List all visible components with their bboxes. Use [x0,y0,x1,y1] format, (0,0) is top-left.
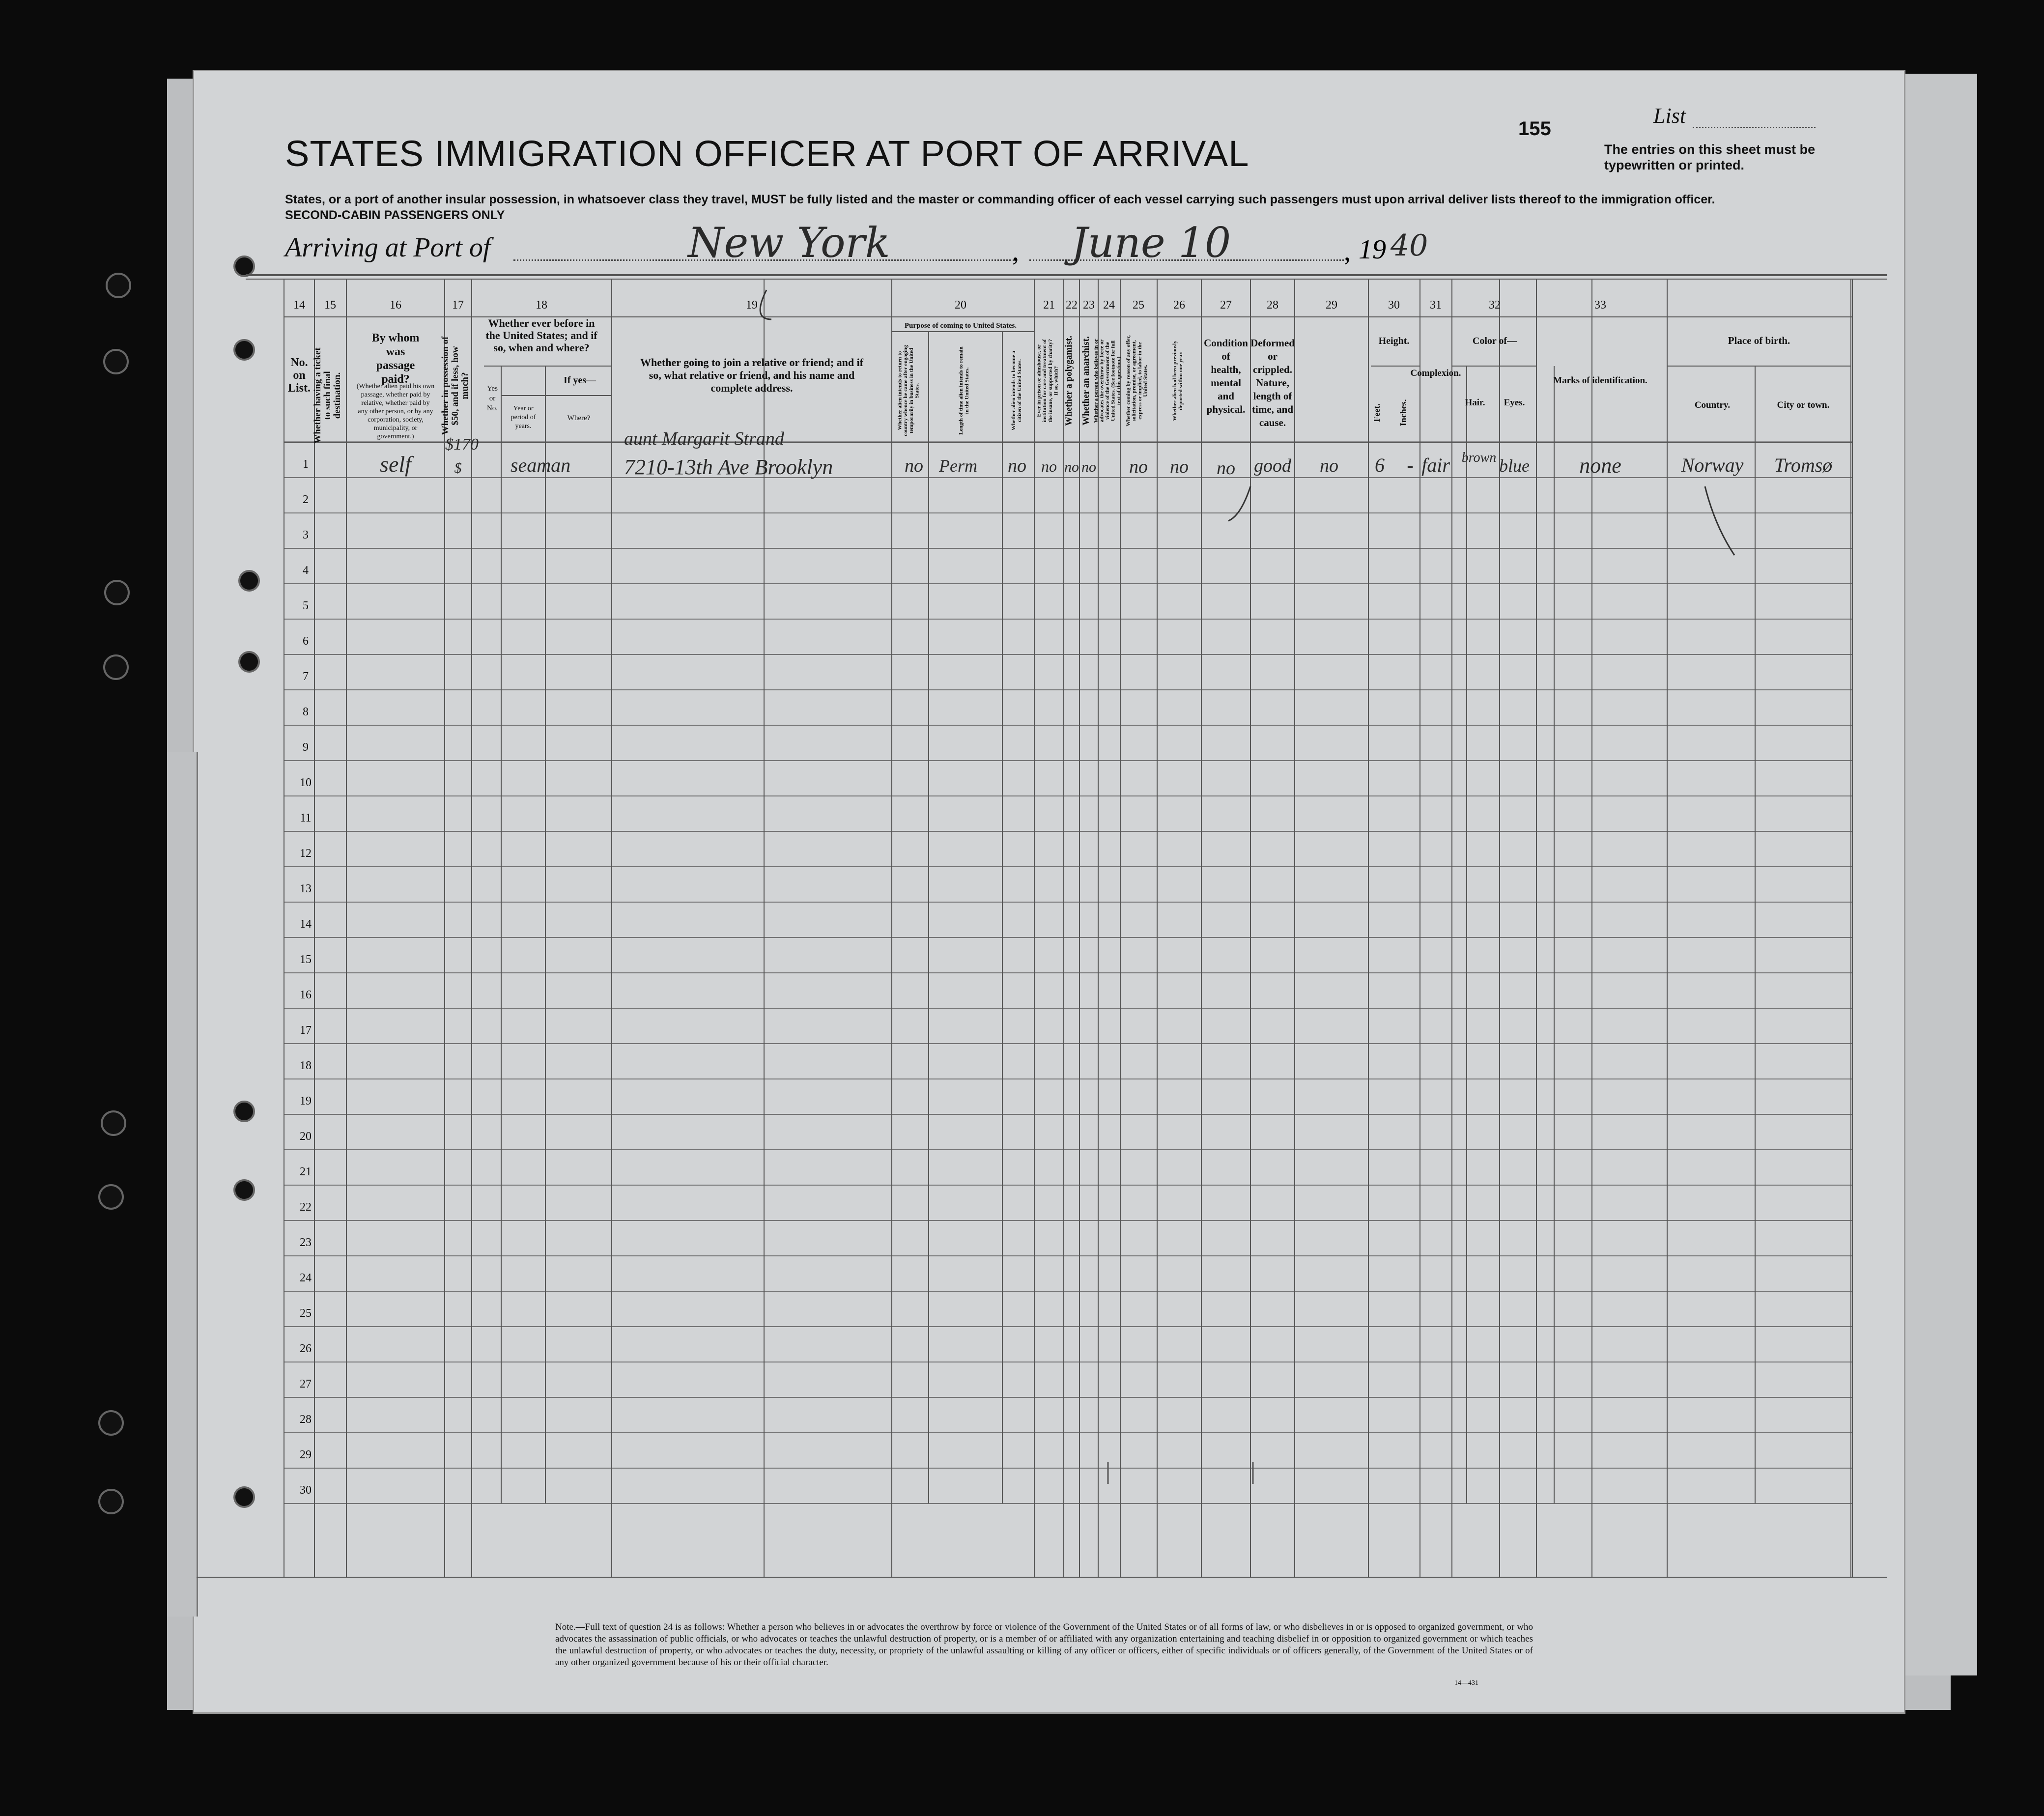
ink-flourish [1228,486,1250,521]
column-number: 19 [746,299,758,312]
date-comma: , [1012,236,1019,267]
header-relative: Whether going to join a relative or friend; and if [640,356,864,369]
entry-marks: none [1579,454,1621,478]
row-number: 28 [300,1413,312,1426]
column-number: 18 [536,299,547,312]
header-overthrow: advocates the overthrow by force or [1099,339,1105,423]
header-before-in-us: Whether ever before in [488,317,595,329]
entry-deported: no [1217,458,1235,479]
row-number: 19 [300,1095,312,1107]
header-length-stay: in the United States. [964,367,970,414]
row-number: 22 [300,1201,312,1214]
header-length-stay: Length of time alien intends to remain [958,346,965,435]
header-period: Year or [513,405,534,412]
column-number: 24 [1103,299,1115,312]
header-passage-paid: By whom [371,332,420,344]
header-overthrow: text of this question.) [1116,356,1122,405]
entry-relative-name: aunt Margarit Strand [624,428,784,449]
ink-flourish [760,290,771,319]
entry-deformed: no [1320,455,1338,476]
header-where: Where? [567,414,591,422]
header-prison: the insane, or supported by charity? [1047,339,1053,423]
header-if-yes: If yes— [563,375,596,386]
header-deformed: time, and [1252,403,1293,415]
header-color-of: Color of— [1472,336,1517,346]
entry-money-struck: $ [454,460,462,476]
header-no-on-list: List. [287,382,311,395]
row-number: 30 [300,1484,312,1497]
entry-length-stay: Perm [939,456,977,476]
footnote: Note.—Full text of question 24 is as follows: Whether a person who believes in or advocates the overthrow by force or violence of the Government of the United States or of all forms of law, or who disbelieves in or is opposed to organized government, or who advocates the assassination of public officials, or who advocates or teaches the unlawful destruction of property, or is a member of or affiliated with any organization entertaining and teaching disbelief in or opposition to organized government or which teaches the unlawful destruction of property, or who advocates or teaches the duty, necessity, or propriety of the unlawful assaulting or killing of any officer or officers, either of specific individuals or of officers generally, of the Government of the United States or of any other organized government because of his or their official character. [555,1622,1533,1668]
entry-city: Tromsø [1774,454,1833,476]
row-number: 23 [300,1236,312,1249]
header-passage-paid-sub: corporation, society, [368,416,424,424]
header-no-on-list: on [293,369,306,382]
entry-height-feet: 6 [1375,454,1385,476]
header-relative: complete address. [710,382,793,394]
entry-health: good [1254,455,1291,476]
column-number: 33 [1594,299,1606,312]
column-number: 23 [1083,299,1095,312]
header-deformed: Deformed [1250,337,1295,349]
row-number: 5 [303,599,309,612]
entry-complexion: fair [1421,454,1450,476]
column-number: 32 [1489,299,1501,312]
arriving-label: Arriving at Port of [285,232,491,263]
entry-height-inches: - [1407,454,1414,476]
header-ticket: Whether having a ticket [312,347,323,444]
entry-overthrow: no [1129,456,1148,477]
header-hair: Hair. [1465,397,1485,408]
header-health: physical. [1206,403,1246,415]
header-purpose: Purpose of coming to United States. [904,322,1017,330]
header-passage-paid-sub: relative, whether paid by [361,399,430,407]
header-labor-offer: express or implied, to labor in the [1136,342,1143,420]
form-title: STATES IMMIGRATION OFFICER AT PORT OF ARRIVAL [285,133,1249,174]
row-number: 2 [303,493,309,506]
entry-polygamist: no [1064,459,1079,475]
header-relative: so, what relative or friend, and his name and [649,369,855,381]
header-yes-no: or [489,395,496,402]
header-health: health, [1211,364,1241,375]
row-number: 29 [300,1448,312,1461]
entry-anarchist: no [1081,459,1096,475]
header-passage-paid: paid? [381,373,410,386]
entry-prison: no [1041,457,1057,475]
port-value: New York [688,219,890,267]
header-passage-paid-sub: municipality, or [373,425,418,432]
header-yes-no: No. [486,404,498,412]
header-feet: Feet. [1372,403,1382,422]
header-passage-paid-sub: government.) [377,433,414,440]
header-health: Condition [1204,337,1248,349]
header-before-in-us: so, when and where? [493,341,590,354]
header-citizen: citizen of the United States. [1016,359,1022,423]
entry-relative-address: 7210-13th Ave Brooklyn [624,455,833,479]
column-number: 27 [1220,299,1232,312]
row-number: 21 [300,1165,312,1178]
header-eyes: Eyes. [1504,397,1525,408]
row-number: 1 [303,458,309,471]
header-overthrow: Whether a person who believes in or [1093,339,1099,423]
header-deported: Whether alien had been previously [1172,340,1178,421]
column-number: 20 [955,299,966,312]
header-polygamist: Whether a polygamist. [1064,336,1074,426]
column-number: 16 [390,299,401,312]
row-number: 7 [303,670,309,683]
row-number: 18 [300,1059,312,1072]
year-prefix: 19 [1359,234,1386,265]
column-number: 29 [1326,299,1337,312]
row-number: 17 [300,1024,312,1037]
header-height: Height. [1378,336,1410,346]
header-ticket: to such final [322,371,333,420]
entry-paid-by: self [380,452,411,477]
header-health: and [1218,390,1234,402]
row-number: 3 [303,529,309,541]
row-number: 20 [300,1130,312,1143]
header-passage-paid: was [386,345,405,358]
class-note: SECOND-CABIN PASSENGERS ONLY [285,208,505,222]
entry-before-in-us: seaman [510,454,571,476]
header-inches: Inches. [1398,399,1408,426]
row-number: 16 [300,989,312,1001]
header-prison: If so, which? [1053,366,1059,396]
header-ticket: destination. [332,372,342,419]
column-number: 30 [1388,299,1400,312]
row-number: 8 [303,706,309,718]
column-number: 28 [1267,299,1278,312]
year-comma: , [1344,236,1351,267]
column-number: 14 [293,299,305,312]
header-overthrow: violence of the Government of the [1105,341,1110,420]
header-deformed: length of [1253,390,1292,402]
column-number: 15 [324,299,336,312]
header-prison: Ever in prison or almshouse, or [1036,344,1042,417]
column-number: 31 [1430,299,1442,312]
header-money: Whether in possession of [440,336,451,435]
header-money: $50, and if less, how [450,346,460,426]
entry-country: Norway [1681,454,1744,476]
column-number: 25 [1133,299,1144,312]
entry-return-intent: no [905,455,923,476]
row-number: 4 [303,564,309,577]
header-labor-offer: solicitation, promise, or agreement, [1131,340,1137,422]
row-number: 24 [300,1272,312,1284]
header-deformed: or [1268,350,1278,362]
entry-eyes: blue [1499,456,1530,476]
entry-citizen: no [1008,455,1026,476]
column-number: 17 [452,299,464,312]
sheet-note: The entries on this sheet must be typewritten or printed. [1604,142,1816,172]
header-deformed: crippled. [1253,364,1292,375]
header-citizen: Whether alien intends to become a [1011,350,1017,431]
header-country: Country. [1694,400,1731,410]
header-prison: institution for care and treatment of [1042,339,1048,423]
ink-flourish [1705,486,1734,555]
year-suffix: 40 [1391,228,1428,263]
header-before-in-us: the United States; and if [485,329,597,341]
header-complexion: Complexion. [1410,368,1461,378]
header-labor-offer: United States. [1142,365,1149,397]
row-number: 11 [300,812,312,824]
list-label: List [1653,104,1686,128]
header-health: of [1221,350,1230,362]
row-number: 14 [300,918,312,931]
header-city: City or town. [1777,400,1830,410]
header-labor-offer: Whether coming by reason of any offer, [1125,335,1132,426]
header-yes-no: Yes [487,385,498,393]
row-number: 13 [300,882,312,895]
entry-labor-offer: no [1170,456,1189,477]
row-number: 10 [300,776,312,789]
row-number: 12 [300,847,312,860]
form-code: 14—431 [1454,1679,1478,1687]
header-money: much? [459,372,470,399]
header-passage-paid-sub: passage, whether paid by [361,391,430,398]
row-number: 26 [300,1342,312,1355]
header-return-intent: Whether alien intends to return to [897,351,903,430]
header-passage-paid-sub: any other person, or by any [358,408,433,415]
date-value: June 10 [1071,219,1231,267]
header-period: period of [511,414,536,421]
header-return-intent: States. [914,383,920,398]
entry-money: $170 [445,435,479,454]
column-number: 21 [1043,299,1055,312]
row-number: 6 [303,635,309,648]
header-deformed: Nature, [1256,377,1289,389]
header-overthrow: United States. (See footnote for full [1110,340,1116,422]
column-number: 26 [1173,299,1185,312]
header-no-on-list: No. [290,356,308,369]
row-number: 15 [300,953,312,966]
header-return-intent: country whence he came after engaging [903,345,909,436]
header-passage-paid: passage [376,359,415,372]
header-anarchist: Whether an anarchist. [1081,336,1091,426]
header-period: years. [515,423,532,430]
header-return-intent: temporarily in business in the United [908,348,914,433]
header-health: mental [1211,377,1241,389]
header-marks: Marks of identification. [1553,375,1647,386]
row-number: 27 [300,1378,312,1390]
column-number: 22 [1066,299,1078,312]
header-deformed: cause. [1259,417,1286,428]
page-number: 155 [1518,118,1551,140]
entry-hair: brown [1461,450,1497,465]
instruction-text: States, or a port of another insular possession, in whatsoever class they travel, MUST be fully listed and the master or commanding officer of each vessel carrying such passengers must upon arrival deliver lists thereof to the immigration officer. [285,193,1715,206]
header-deported: deported within one year. [1177,351,1184,410]
header-place-of-birth: Place of birth. [1728,335,1790,346]
row-number: 25 [300,1307,312,1320]
header-passage-paid-sub: (Whether alien paid his own [356,383,435,390]
row-number: 9 [303,741,309,754]
